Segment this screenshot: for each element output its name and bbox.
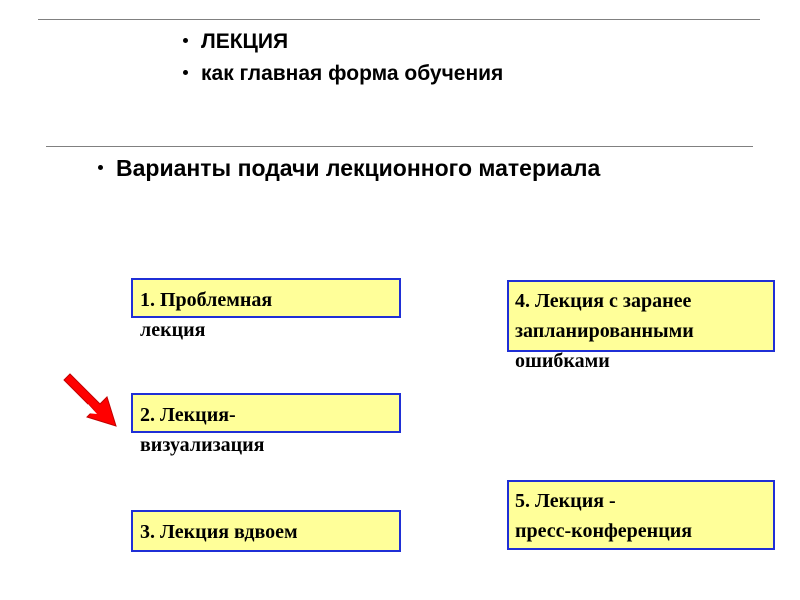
box-1-problem-lecture: 1. Проблемная лекция	[140, 289, 273, 341]
section-heading-text: Варианты подачи лекционного материала	[116, 155, 601, 181]
box-3-duo-lecture: 3. Лекция вдвоем	[140, 521, 298, 543]
header-bullet-1	[183, 30, 288, 54]
bullet-dot	[98, 165, 103, 170]
header-subtitle: как главная форма обучения	[201, 62, 504, 85]
box-2-visualization-lecture: 2. Лекция- визуализация	[140, 404, 265, 456]
header-title: ЛЕКЦИЯ	[201, 30, 289, 53]
red-arrow-icon	[60, 370, 128, 434]
header-bullet-2	[183, 62, 503, 86]
bullet-dot	[183, 70, 188, 75]
box-4-planned-errors-lecture: 4. Лекция с заранее запланированными ошибками	[515, 290, 694, 372]
bullet-dot	[183, 38, 188, 43]
section-heading	[98, 156, 600, 180]
middle-divider	[46, 146, 753, 147]
box-5-press-conference-lecture: 5. Лекция - пресс-конференция	[515, 490, 693, 542]
top-divider	[38, 19, 760, 20]
